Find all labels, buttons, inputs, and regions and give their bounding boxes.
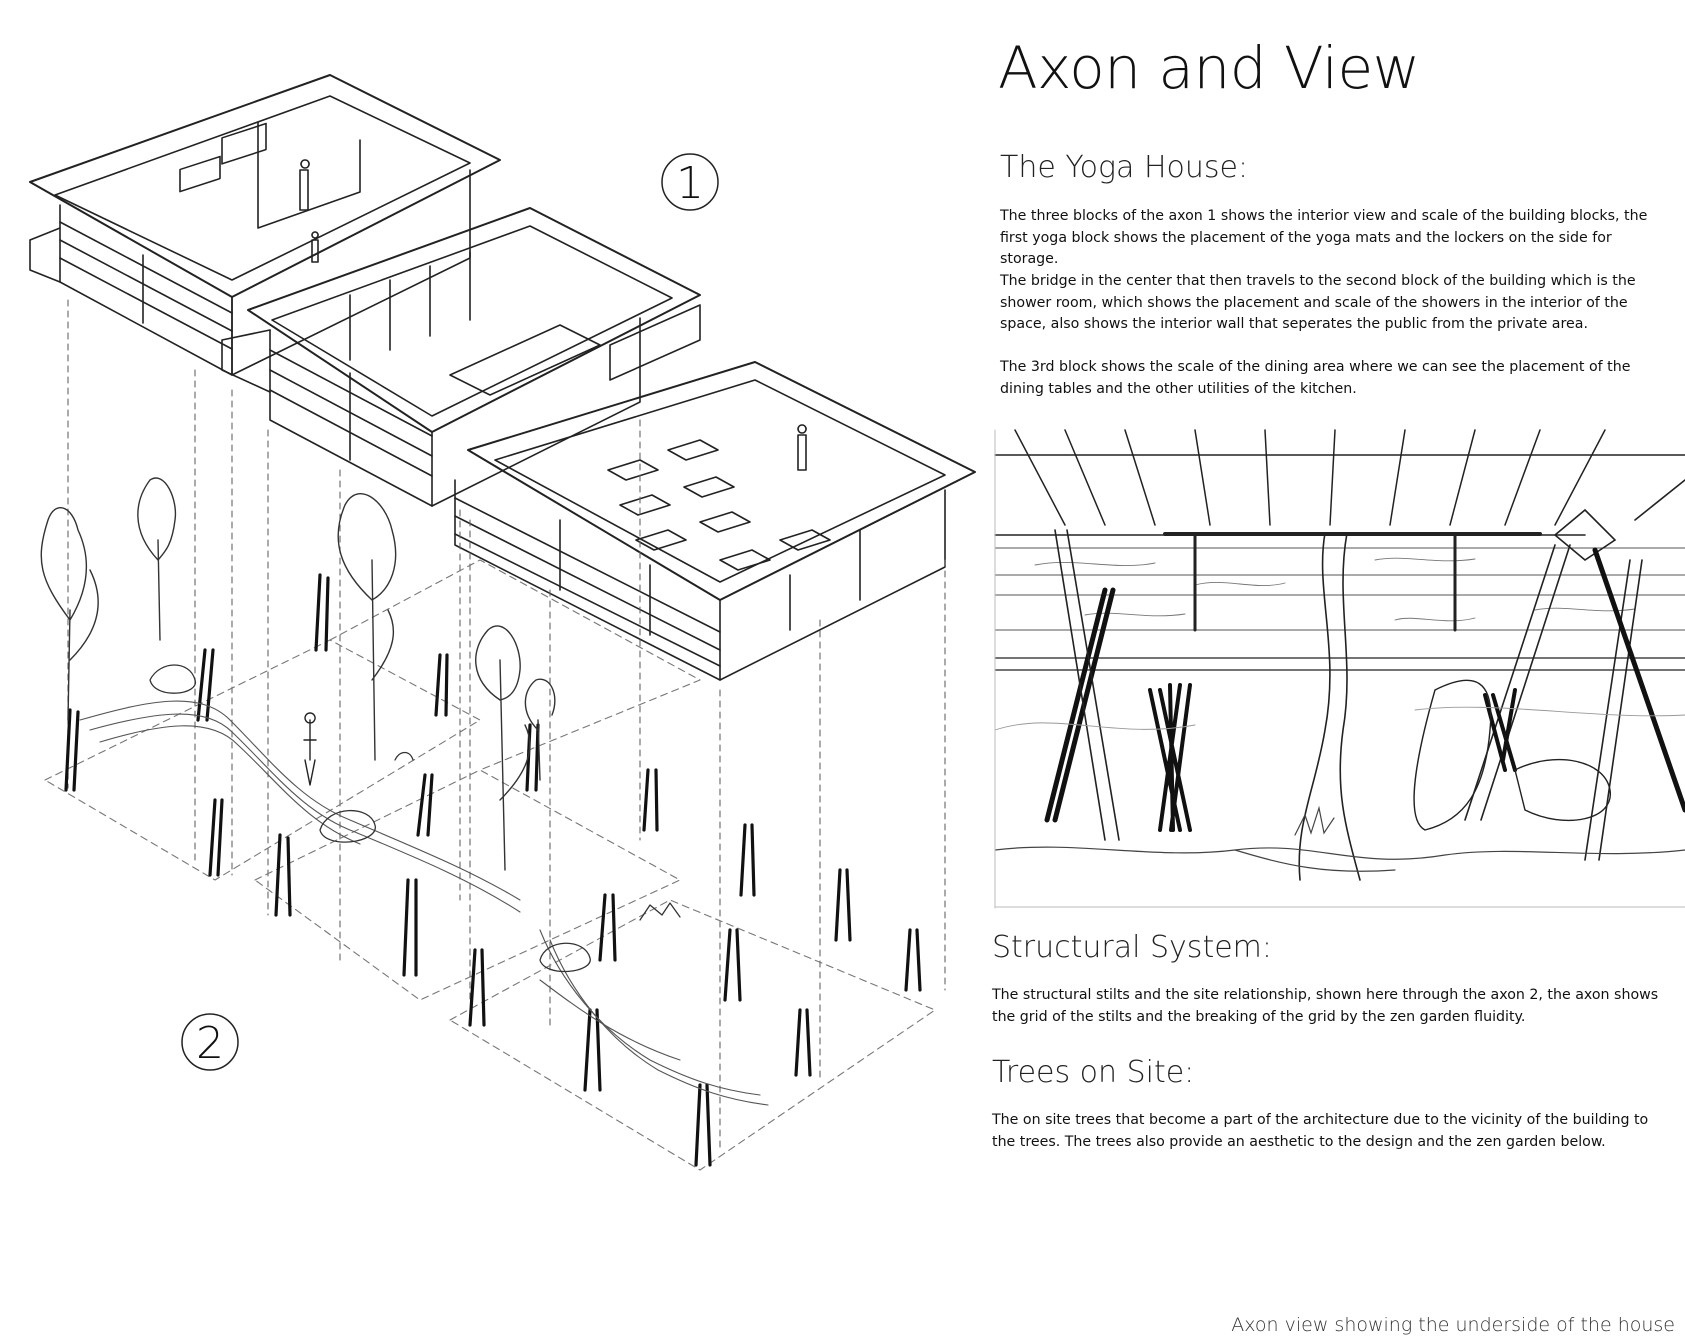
- human-figures: [304, 713, 316, 785]
- page-title: Axon and View: [998, 34, 1420, 102]
- heading-trees-on-site: Trees on Site:: [992, 1055, 1195, 1090]
- yoga-paragraph-1: The three blocks of the axon 1 shows the interior view and scale of the building blocks, the first yoga block shows the placement of the yoga mats and the lockers on the side for storage.: [1000, 208, 1648, 268]
- axon-2-label: 2: [196, 1018, 224, 1069]
- yoga-paragraph-3: The 3rd block shows the scale of the dining area where we can see the placement of the dining tables and the other utilities of the kitchen.: [1000, 359, 1631, 397]
- underside-view-sketch: [995, 430, 1685, 908]
- shower-block: [222, 208, 700, 506]
- yoga-paragraph-2: The bridge in the center that then travels to the second block of the building which is the shower room, which shows the placement and scale of the showers in the interior of the space, also shows the interior wall that seperates the public from the private area.: [1000, 273, 1636, 333]
- dining-block: [455, 362, 975, 680]
- trees: [41, 478, 555, 870]
- heading-yoga-house: The Yoga House:: [1000, 150, 1249, 185]
- ground-grid: [45, 560, 935, 1170]
- stilts: [66, 575, 920, 1165]
- trees-paragraph: The on site trees that become a part of the architecture due to the vicinity of the building to the trees. The trees also provide an aesthetic to the design and the zen garden below.: [992, 1112, 1649, 1150]
- heading-structural-system: Structural System:: [992, 930, 1272, 965]
- structural-paragraph: The structural stilts and the site relationship, shown here through the axon 2, the axon shows the grid of the stilts and the breaking of the grid by the zen garden fluidity.: [992, 987, 1659, 1025]
- axon-1-label: 1: [676, 158, 704, 209]
- view-caption: Axon view showing the underside of the house: [1231, 1314, 1675, 1336]
